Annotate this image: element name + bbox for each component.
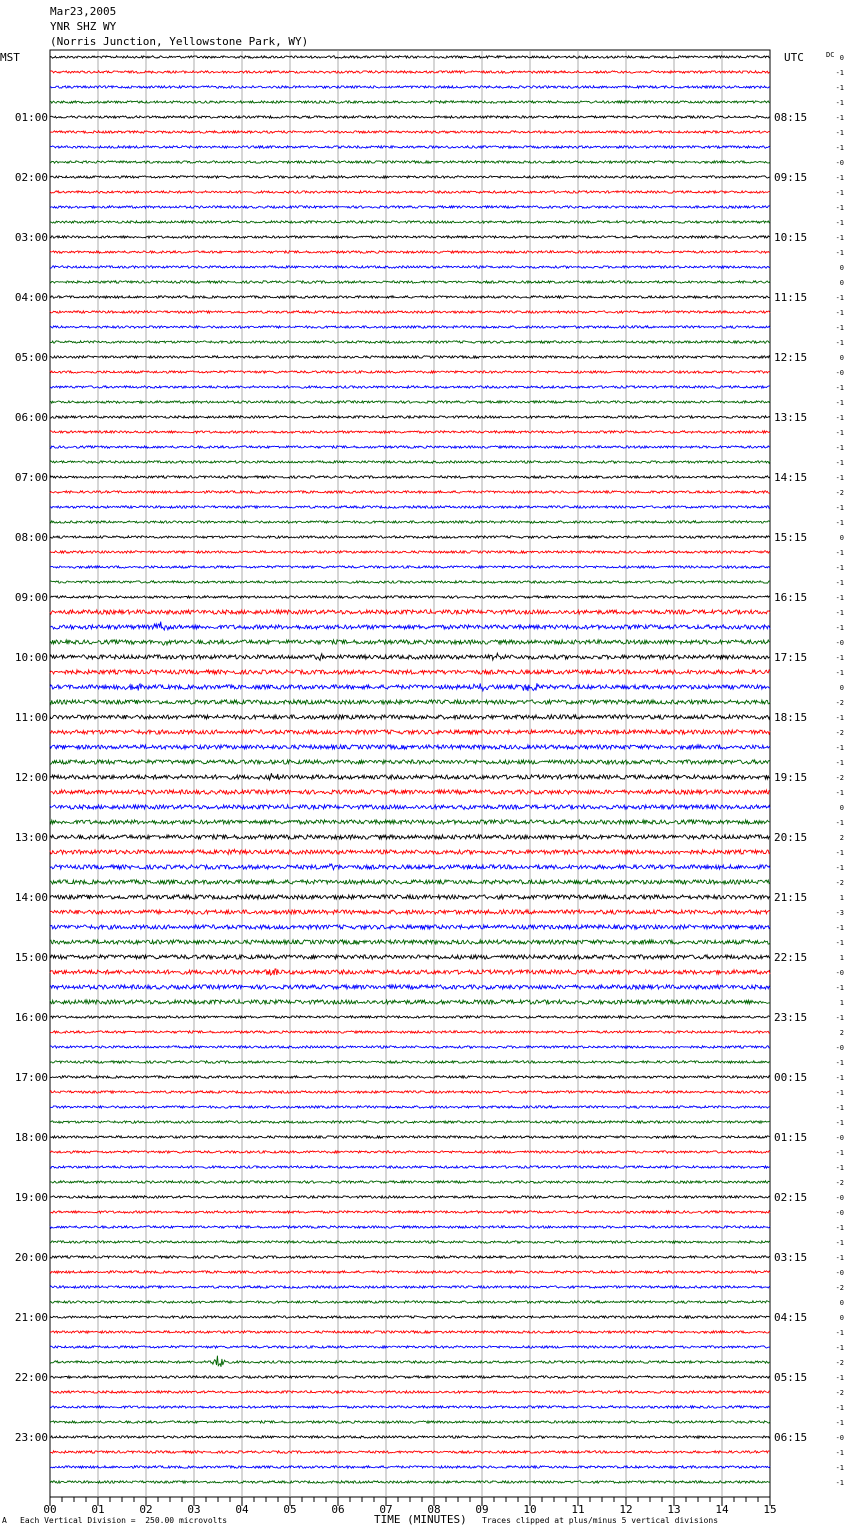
- header-location: (Norris Junction, Yellowstone Park, WY): [50, 35, 309, 48]
- dc-offset-label: -1: [835, 1119, 844, 1127]
- trace-line: [50, 683, 770, 691]
- trace-line: [50, 910, 770, 914]
- trace-line: [50, 521, 770, 523]
- trace-line: [50, 640, 770, 645]
- trace-line: [50, 221, 770, 223]
- trace-line: [50, 1106, 770, 1108]
- dc-offset-label: -1: [835, 1089, 844, 1097]
- trace-line: [50, 610, 770, 614]
- right-zone-label: UTC: [784, 51, 804, 64]
- dc-offset-label: -1: [835, 339, 844, 347]
- right-hour-label: 09:15: [774, 171, 808, 184]
- trace-line: [50, 506, 770, 508]
- dc-offset-label: -2: [835, 774, 844, 782]
- dc-offset-label: -1: [835, 1329, 844, 1337]
- dc-offset-label: -1: [835, 654, 844, 662]
- dc-offset-label: -1: [835, 294, 844, 302]
- dc-offset-label: -1: [835, 1149, 844, 1157]
- scale-note: Each Vertical Division = 250.00 microvolts: [20, 1516, 228, 1525]
- dc-offset-label: -1: [835, 669, 844, 677]
- trace-line: [50, 730, 770, 734]
- dc-offset-label: -2: [835, 1389, 844, 1397]
- x-tick-label: 05: [283, 1503, 297, 1516]
- trace-line: [50, 835, 770, 839]
- dc-offset-label: -0: [835, 639, 844, 647]
- trace-line: [50, 311, 770, 313]
- right-hour-label: 21:15: [774, 891, 808, 904]
- dc-offset-label: 0: [839, 1314, 844, 1322]
- trace-line: [50, 176, 770, 178]
- dc-offset-label: 0: [839, 264, 844, 272]
- trace-line: [50, 371, 770, 373]
- dc-offset-label: -1: [835, 219, 844, 227]
- trace-line: [50, 386, 770, 388]
- dc-offset-label: -1: [835, 1464, 844, 1472]
- left-hour-label: 23:00: [14, 1431, 48, 1444]
- trace-line: [50, 266, 770, 268]
- dc-offset-label: -0: [835, 1134, 844, 1142]
- trace-line: [50, 670, 770, 674]
- dc-offset-label: 1: [839, 999, 844, 1007]
- dc-offset-label: 0: [839, 1299, 844, 1307]
- trace-line: [50, 1481, 770, 1483]
- dc-offset-label: -1: [835, 984, 844, 992]
- x-tick-label: 10: [523, 1503, 537, 1516]
- trace-line: [50, 773, 770, 780]
- right-hour-label: 03:15: [774, 1251, 808, 1264]
- left-hour-label: 19:00: [14, 1191, 48, 1204]
- dc-offset-label: -1: [835, 99, 844, 107]
- trace-line: [50, 551, 770, 553]
- dc-offset-label: -0: [835, 1434, 844, 1442]
- dc-offset-label: -1: [835, 84, 844, 92]
- dc-offset-label: -1: [835, 864, 844, 872]
- trace-line: [50, 1406, 770, 1408]
- trace-line: [50, 1421, 770, 1423]
- dc-offset-label: -1: [835, 459, 844, 467]
- dc-offset-label: -1: [835, 399, 844, 407]
- right-hour-label: 20:15: [774, 831, 808, 844]
- dc-offset-label: -1: [835, 144, 844, 152]
- x-axis-title: TIME (MINUTES): [374, 1513, 467, 1526]
- trace-line: [50, 401, 770, 403]
- clip-note: Traces clipped at plus/minus 5 vertical divisions: [482, 1516, 719, 1525]
- trace-line: [50, 356, 770, 358]
- x-tick-label: 00: [43, 1503, 57, 1516]
- trace-line: [50, 1346, 770, 1348]
- x-tick-label: 15: [763, 1503, 777, 1516]
- trace-line: [50, 1091, 770, 1093]
- trace-line: [50, 1271, 770, 1273]
- trace-line: [50, 1301, 770, 1303]
- dc-offset-label: -1: [835, 924, 844, 932]
- x-tick-label: 03: [187, 1503, 201, 1516]
- left-hour-label: 06:00: [14, 411, 48, 424]
- left-hour-label: 09:00: [14, 591, 48, 604]
- dc-offset-label: 0: [839, 804, 844, 812]
- left-hour-label: 22:00: [14, 1371, 48, 1384]
- trace-line: [50, 760, 770, 764]
- dc-offset-label: 2: [839, 1029, 844, 1037]
- dc-offset-label: -1: [835, 789, 844, 797]
- trace-line: [50, 1076, 770, 1078]
- dc-offset-label: -1: [835, 384, 844, 392]
- trace-line: [50, 56, 770, 58]
- trace-line: [50, 1376, 770, 1378]
- dc-offset-label: -3: [835, 909, 844, 917]
- right-hour-label: 22:15: [774, 951, 808, 964]
- dc-offset-label: -1: [835, 609, 844, 617]
- trace-line: [50, 1181, 770, 1183]
- dc-offset-label: -1: [835, 1479, 844, 1487]
- trace-line: [50, 1226, 770, 1228]
- dc-header-label: DC: [826, 51, 835, 59]
- left-hour-label: 12:00: [14, 771, 48, 784]
- trace-line: [50, 1000, 770, 1004]
- trace-line: [50, 1016, 770, 1018]
- left-hour-label: 02:00: [14, 171, 48, 184]
- trace-line: [50, 326, 770, 328]
- trace-line: [50, 1466, 770, 1468]
- dc-offset-label: -2: [835, 1179, 844, 1187]
- left-hour-label: 11:00: [14, 711, 48, 724]
- trace-line: [50, 1436, 770, 1438]
- trace-line: [50, 101, 770, 103]
- dc-offset-label: 0: [839, 54, 844, 62]
- x-tick-label: 11: [571, 1503, 585, 1516]
- trace-line: [50, 1166, 770, 1168]
- dc-offset-label: -0: [835, 1209, 844, 1217]
- right-hour-label: 10:15: [774, 231, 808, 244]
- dc-offset-label: -2: [835, 729, 844, 737]
- trace-line: [50, 566, 770, 568]
- dc-offset-label: -1: [835, 204, 844, 212]
- dc-offset-label: -1: [835, 234, 844, 242]
- right-hour-label: 15:15: [774, 531, 808, 544]
- right-hour-label: 08:15: [774, 111, 808, 124]
- left-hour-label: 03:00: [14, 231, 48, 244]
- trace-line: [50, 1046, 770, 1048]
- dc-offset-label: -1: [835, 1224, 844, 1232]
- dc-offset-label: -1: [835, 474, 844, 482]
- trace-line: [50, 251, 770, 253]
- dc-offset-label: -1: [835, 714, 844, 722]
- trace-line: [50, 1196, 770, 1198]
- dc-offset-label: -0: [835, 1044, 844, 1052]
- dc-offset-label: -1: [835, 1074, 844, 1082]
- x-tick-label: 02: [139, 1503, 153, 1516]
- trace-line: [50, 1061, 770, 1063]
- trace-line: [50, 86, 770, 88]
- x-tick-label: 06: [331, 1503, 345, 1516]
- dc-offset-label: -1: [835, 519, 844, 527]
- right-hour-label: 12:15: [774, 351, 808, 364]
- dc-offset-label: 0: [839, 534, 844, 542]
- dc-offset-label: -1: [835, 324, 844, 332]
- left-hour-label: 13:00: [14, 831, 48, 844]
- trace-line: [50, 281, 770, 283]
- dc-offset-label: -0: [835, 159, 844, 167]
- trace-line: [50, 940, 770, 944]
- trace-line: [50, 622, 770, 630]
- trace-line: [50, 431, 770, 433]
- left-hour-label: 21:00: [14, 1311, 48, 1324]
- left-hour-label: 04:00: [14, 291, 48, 304]
- dc-offset-label: 2: [839, 834, 844, 842]
- dc-offset-label: -1: [835, 249, 844, 257]
- header-date: Mar23,2005: [50, 5, 117, 18]
- x-tick-label: 04: [235, 1503, 249, 1516]
- trace-line: [50, 1136, 770, 1138]
- trace-line: [50, 849, 770, 854]
- dc-offset-label: -1: [835, 1059, 844, 1067]
- x-tick-label: 14: [715, 1503, 729, 1516]
- dc-offset-label: 1: [839, 894, 844, 902]
- right-hour-label: 17:15: [774, 651, 808, 664]
- trace-line: [50, 296, 770, 298]
- dc-offset-label: -1: [835, 1104, 844, 1112]
- trace-line: [50, 1211, 770, 1213]
- dc-offset-label: -1: [835, 1419, 844, 1427]
- trace-line: [50, 146, 770, 148]
- right-hour-label: 19:15: [774, 771, 808, 784]
- x-tick-label: 12: [619, 1503, 633, 1516]
- dc-offset-label: -1: [835, 564, 844, 572]
- trace-line: [50, 1256, 770, 1258]
- trace-line: [50, 653, 770, 660]
- dc-offset-label: -1: [835, 129, 844, 137]
- trace-line: [50, 1316, 770, 1318]
- right-hour-label: 06:15: [774, 1431, 808, 1444]
- right-hour-label: 01:15: [774, 1131, 808, 1144]
- dc-offset-label: -1: [835, 414, 844, 422]
- trace-line: [50, 820, 770, 824]
- left-zone-label: MST: [0, 51, 20, 64]
- trace-line: [50, 745, 770, 749]
- trace-line: [50, 1391, 770, 1393]
- trace-line: [50, 536, 770, 538]
- header-station: YNR SHZ WY: [50, 20, 117, 33]
- right-hour-label: 00:15: [774, 1071, 808, 1084]
- trace-line: [50, 700, 770, 704]
- x-tick-label: 09: [475, 1503, 489, 1516]
- right-hour-label: 23:15: [774, 1011, 808, 1024]
- right-hour-label: 14:15: [774, 471, 808, 484]
- trace-line: [50, 596, 770, 598]
- left-hour-label: 08:00: [14, 531, 48, 544]
- trace-line: [50, 1356, 770, 1367]
- x-tick-label: 13: [667, 1503, 681, 1516]
- trace-line: [50, 1331, 770, 1333]
- trace-line: [50, 416, 770, 418]
- trace-line: [50, 969, 770, 975]
- trace-line: [50, 985, 770, 989]
- right-hour-label: 16:15: [774, 591, 808, 604]
- trace-line: [50, 1286, 770, 1288]
- dc-offset-label: -1: [835, 939, 844, 947]
- dc-offset-label: -1: [835, 114, 844, 122]
- trace-line: [50, 1151, 770, 1153]
- dc-offset-label: 1: [839, 954, 844, 962]
- trace-line: [50, 116, 770, 118]
- dc-offset-label: -1: [835, 504, 844, 512]
- dc-offset-label: -1: [835, 69, 844, 77]
- x-tick-label: 07: [379, 1503, 393, 1516]
- dc-offset-label: -1: [835, 579, 844, 587]
- left-hour-label: 18:00: [14, 1131, 48, 1144]
- dc-offset-label: -1: [835, 189, 844, 197]
- dc-offset-label: -0: [835, 1194, 844, 1202]
- trace-line: [50, 341, 770, 343]
- trace-line: [50, 925, 770, 929]
- right-hour-label: 02:15: [774, 1191, 808, 1204]
- dc-offset-label: -1: [835, 444, 844, 452]
- dc-offset-label: -1: [835, 174, 844, 182]
- right-hour-label: 13:15: [774, 411, 808, 424]
- trace-line: [50, 895, 770, 899]
- dc-offset-label: 0: [839, 684, 844, 692]
- trace-line: [50, 1451, 770, 1453]
- dc-offset-label: -2: [835, 1359, 844, 1367]
- dc-offset-label: -1: [835, 1404, 844, 1412]
- trace-line: [50, 491, 770, 493]
- trace-line: [50, 790, 770, 794]
- dc-offset-label: -1: [835, 309, 844, 317]
- trace-line: [50, 880, 770, 884]
- left-hour-label: 16:00: [14, 1011, 48, 1024]
- dc-offset-label: -1: [835, 1374, 844, 1382]
- trace-line: [50, 805, 770, 810]
- trace-line: [50, 446, 770, 448]
- trace-line: [50, 864, 770, 870]
- x-tick-label: 08: [427, 1503, 441, 1516]
- trace-line: [50, 161, 770, 163]
- trace-line: [50, 1031, 770, 1033]
- dc-offset-label: -1: [835, 1344, 844, 1352]
- dc-offset-label: -0: [835, 369, 844, 377]
- dc-offset-label: -1: [835, 549, 844, 557]
- trace-line: [50, 1241, 770, 1243]
- trace-line: [50, 131, 770, 133]
- dc-offset-label: -1: [835, 1239, 844, 1247]
- trace-line: [50, 1121, 770, 1123]
- left-hour-label: 17:00: [14, 1071, 48, 1084]
- trace-line: [50, 191, 770, 193]
- right-hour-label: 18:15: [774, 711, 808, 724]
- left-hour-label: 15:00: [14, 951, 48, 964]
- trace-line: [50, 206, 770, 208]
- dc-offset-label: -2: [835, 879, 844, 887]
- dc-offset-label: -0: [835, 1269, 844, 1277]
- dc-offset-label: -1: [835, 1164, 844, 1172]
- trace-line: [50, 581, 770, 583]
- trace-line: [50, 236, 770, 238]
- dc-offset-label: -1: [835, 1254, 844, 1262]
- trace-line: [50, 71, 770, 73]
- dc-offset-label: -2: [835, 489, 844, 497]
- left-hour-label: 05:00: [14, 351, 48, 364]
- trace-line: [50, 476, 770, 478]
- right-hour-label: 11:15: [774, 291, 808, 304]
- dc-offset-label: -1: [835, 744, 844, 752]
- dc-offset-label: -1: [835, 624, 844, 632]
- right-hour-label: 05:15: [774, 1371, 808, 1384]
- dc-offset-label: -1: [835, 1014, 844, 1022]
- trace-line: [50, 461, 770, 463]
- dc-offset-label: -1: [835, 759, 844, 767]
- trace-line: [50, 955, 770, 959]
- dc-offset-label: 0: [839, 354, 844, 362]
- left-hour-label: 14:00: [14, 891, 48, 904]
- left-hour-label: 07:00: [14, 471, 48, 484]
- dc-offset-label: -1: [835, 849, 844, 857]
- dc-offset-label: -0: [835, 969, 844, 977]
- corner-mark: A: [2, 1516, 7, 1525]
- dc-offset-label: -1: [835, 819, 844, 827]
- left-hour-label: 01:00: [14, 111, 48, 124]
- dc-offset-label: -2: [835, 1284, 844, 1292]
- dc-offset-label: -1: [835, 594, 844, 602]
- x-tick-label: 01: [91, 1503, 105, 1516]
- right-hour-label: 04:15: [774, 1311, 808, 1324]
- dc-offset-label: -1: [835, 429, 844, 437]
- left-hour-label: 10:00: [14, 651, 48, 664]
- dc-offset-label: -1: [835, 1449, 844, 1457]
- dc-offset-label: 0: [839, 279, 844, 287]
- dc-offset-label: -2: [835, 699, 844, 707]
- trace-line: [50, 715, 770, 719]
- left-hour-label: 20:00: [14, 1251, 48, 1264]
